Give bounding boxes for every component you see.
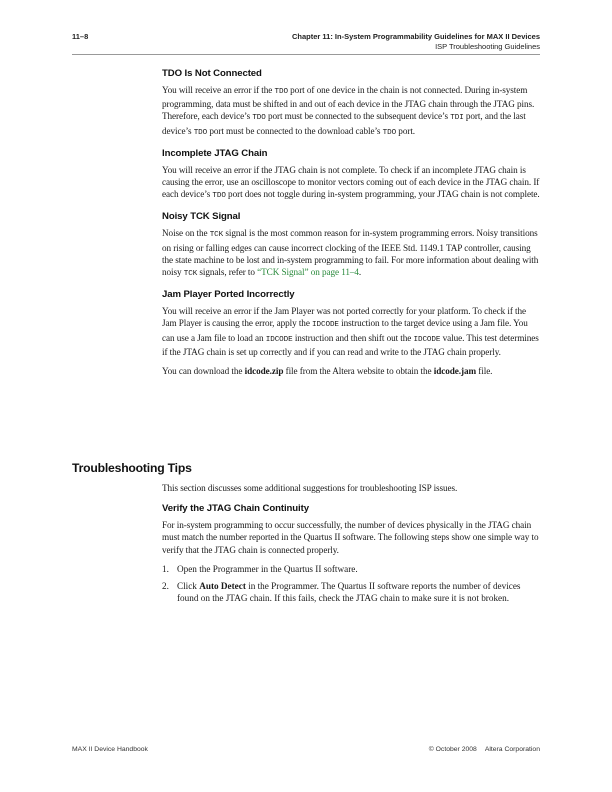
code-tdo: TDO	[274, 88, 288, 96]
footer-date: © October 2008	[428, 746, 477, 753]
tck-signal-link[interactable]: “TCK Signal” on page 11–4	[257, 267, 359, 278]
heading-noisy-tck-signal: Noisy TCK Signal	[162, 211, 241, 223]
code-tck: TCK	[183, 270, 198, 279]
tips-content	[162, 482, 540, 609]
heading-verify-jtag: Verify the JTAG Chain Continuity	[162, 503, 309, 515]
footer-book-title: MAX II Device Handbook	[72, 746, 148, 753]
filename-idcode-jam: idcode.jam	[433, 366, 477, 377]
code-tdo: TDO	[212, 192, 226, 201]
code-idcode: IDCODE	[265, 335, 293, 344]
paragraph-tdo: You will receive an error if the TDO port of one device in the chain is not connected. During in-system programming, data must be shifted in and out of each device in the JTAG chain through the JTAG pins. Therefore, each device’s TDO port must be connected to the subsequent device’s TDI port, and the last device’s TDO port must be connected to the download cable’s TDO port.	[162, 85, 535, 137]
code-idcode: IDCODE	[413, 335, 441, 344]
steps-list	[162, 563, 540, 605]
code-tdo: TDO	[382, 128, 397, 137]
main-content	[162, 68, 540, 386]
code-tck: TCK	[209, 231, 224, 240]
code-tdo: TDO	[252, 114, 266, 123]
section-title: ISP Troubleshooting Guidelines	[435, 42, 540, 51]
footer-right	[429, 746, 540, 753]
code-idcode: IDCODE	[312, 321, 339, 330]
chapter-title: Chapter 11: In-System Programmability Guidelines for MAX II Devices	[292, 32, 540, 41]
header-rule	[72, 54, 540, 55]
paragraph-jam: You will receive an error if the Jam Player was not ported correctly for your platform. To check if the Jam Player is causing the error, apply the IDCODE instruction to the target device using a Jam file. You can use a Jam file to load an IDCODE instruction and then shift out the IDCODE value. This test determines if the JTAG chain is set up correctly and if you can read and write to the JTAG chain properly.	[162, 306, 539, 357]
heading-incomplete-jtag-chain: Incomplete JTAG Chain	[162, 147, 268, 159]
paragraph-download: You can download the idcode.zip file from the Altera website to obtain the idcode.jam file.	[162, 366, 493, 377]
paragraph-noisy: Noise on the TCK signal is the most common reason for in-system programming errors. Noisy transitions on rising or falling edges can cause incorrect clocking of the IEEE Std. 1149.1 TAP controller, causing the state machine to be lost and in-system programming to fail. For more information about dealing with noisy TCK signals, refer to “TCK Signal” on page 11–4.	[162, 228, 539, 279]
list-item: 1. Open the Programmer in the Quartus II software.	[162, 563, 358, 574]
page-number: 11–8	[72, 32, 89, 41]
heading-jam-player: Jam Player Ported Incorrectly	[162, 289, 295, 301]
paragraph-verify: For in-system programming to occur successfully, the number of devices physically in the JTAG chain must match the number reported in the Quartus II software. The following steps show one simple way to verify that the JTAG chain is connected properly.	[162, 520, 539, 555]
filename-idcode-zip: idcode.zip	[244, 366, 284, 377]
running-header	[292, 32, 540, 52]
footer-company: Altera Corporation	[484, 746, 540, 753]
heading-tdo-not-connected: TDO Is Not Connected	[162, 68, 262, 79]
paragraph-tips-intro: This section discusses some additional suggestions for troubleshooting ISP issues.	[162, 483, 458, 493]
paragraph-incomplete: You will receive an error if the JTAG chain is not complete. To check if an incomplete JTAG chain is causing the error, use an oscilloscope to monitor vectors coming out of each device in the JTAG chain. If each device’s TDO port does not toggle during in-system programming, your JTAG chain is not complete.	[162, 164, 540, 201]
list-item: 2. Click Auto Detect in the Programmer. The Quartus II software reports the number of devices found on the JTAG chain. If this fails, check the JTAG chain to make sure it is not broken.	[162, 581, 521, 604]
auto-detect-label: Auto Detect	[199, 581, 246, 592]
code-tdi: TDI	[450, 114, 464, 123]
heading-troubleshooting-tips: Troubleshooting Tips	[72, 461, 192, 475]
code-tdo: TDO	[193, 128, 208, 137]
